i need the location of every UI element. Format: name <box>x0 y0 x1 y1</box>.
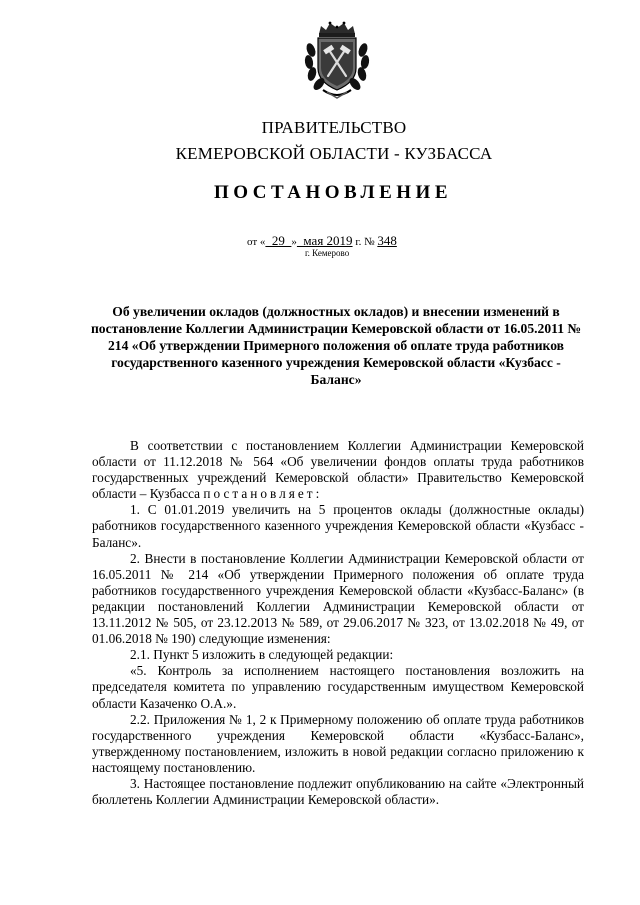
paragraph-2-2: 2.2. Приложения № 1, 2 к Примерному положению об оплате труда работников государственного учреждения Кемеровской области «Кузбасс-Баланс», утвержденному постановлением, изложить в новой редакции согласно приложению к настоящему постановлению. <box>92 711 584 775</box>
government-name-line1: ПРАВИТЕЛЬСТВО <box>261 118 407 137</box>
government-name-line2: КЕМЕРОВСКОЙ ОБЛАСТИ - КУЗБАССА <box>175 144 493 163</box>
paragraph-3: 3. Настоящее постановление подлежит опубликованию на сайте «Электронный бюллетень Коллегии Администрации Кемеровской области». <box>92 775 584 808</box>
date-prefix: от « <box>247 236 266 248</box>
date-day: 29 <box>265 233 292 248</box>
coat-of-arms-emblem <box>297 20 377 102</box>
paragraph-quote-5: «5. Контроль за исполнением настоящего постановления возложить на председателя комитета по управлению государственным имуществом Кемеровской области Казаченко О.А.». <box>92 663 584 711</box>
paragraph-2: 2. Внести в постановление Коллегии Администрации Кемеровской области от 16.05.2011 № 214 «Об утверждении Примерного положения об оплате труда работников государственного учреждения Кемеровской области «Кузбасс-Баланс» (в редакции постановлений Коллегии Администрации Кемеровской области от 13.11.2012 № 505, от 23.12.2013 № 589, от 29.06.2017 № 323, от 13.02.2018 № 49, от 01.06.2018 № 190) следующие изменения: <box>92 550 584 647</box>
preamble-resolves: постановляет <box>203 486 316 502</box>
date-month-year: мая 2019 <box>296 233 353 248</box>
document-type-heading: ПОСТАНОВЛЕНИЕ <box>213 182 453 203</box>
preamble-text: В соответствии с постановлением Коллегии Администрации Кемеровской области от 11.12.2018 № 564 «Об увеличении фондов оплаты труда работников государственных учреждений Кемеровской области» Правительство Кемеровской области – Кузбасса <box>92 438 584 502</box>
document-title: Об увеличении окладов (должностных окладов) и внесении изменений в постановление Коллегии Администрации Кемеровской области от 16.05.2011 № 214 «Об утверждении Примерного положения об оплате труда работников государственного казенного учреждения Кемеровской области «Кузбасс - Баланс» <box>90 304 582 387</box>
document-number: 348 <box>377 233 397 248</box>
preamble-colon: : <box>315 486 320 502</box>
document-city: г. Кемерово <box>305 248 350 258</box>
date-year-suffix: г. <box>355 236 362 248</box>
paragraph-preamble <box>92 438 584 502</box>
date-mid: » <box>291 236 297 248</box>
paragraph-2-1: 2.1. Пункт 5 изложить в следующей редакции: <box>130 647 394 663</box>
paragraph-1: 1. С 01.01.2019 увеличить на 5 процентов оклады (должностные оклады) работников государственного казенного учреждения Кемеровской области «Кузбасс - Баланс». <box>92 502 584 550</box>
document-date-line <box>247 233 397 249</box>
document-body <box>92 438 584 808</box>
number-label: № <box>364 236 375 248</box>
